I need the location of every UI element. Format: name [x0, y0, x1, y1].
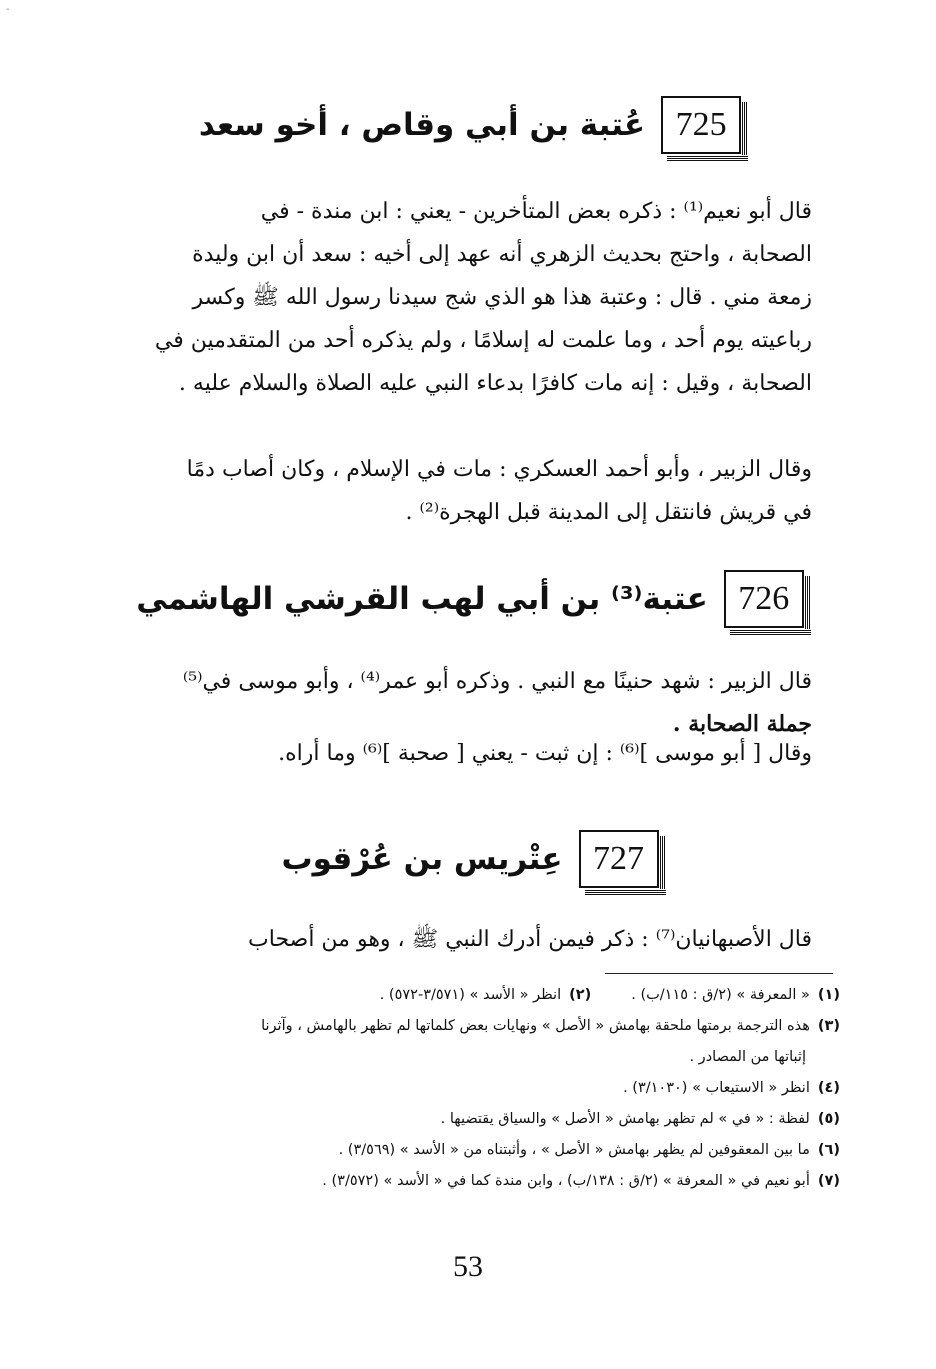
scan-corner-mark: - — [6, 4, 10, 15]
paragraph-725-2 — [98, 448, 840, 534]
footnote-mark: (٢) — [569, 987, 592, 1003]
footnote-text: انظر « الأسد » (٣/٥٧١-٥٧٢) . — [379, 987, 562, 1003]
footnote-mark: (٦) — [817, 1142, 840, 1158]
footnote-text: « المعرفة » (٢/ق : ١١٥/ب) . — [631, 987, 810, 1003]
paragraph-726-2 — [98, 732, 840, 775]
entry-number-box — [661, 96, 741, 154]
paragraph-727-1 — [98, 918, 840, 961]
text-line: جملة الصحابة . — [672, 711, 812, 737]
footnote-mark: (١) — [817, 987, 840, 1003]
entry-number: 726 — [738, 580, 790, 617]
entry-title: عتبة⁽³⁾ بن أبي لهب القرشي الهاشمي — [136, 581, 708, 617]
entry-number: 725 — [675, 106, 727, 143]
entry-number: 727 — [593, 840, 645, 877]
footnote-text: أبو نعيم في « المعرفة » (٢/ق : ١٣٨/ب) ، وابن مندة كما في « الأسد » (٣/٥٧٢) . — [322, 1173, 810, 1189]
footnotes — [98, 980, 840, 1197]
text-line: قال الأصبهانيان⁽⁷⁾ : ذكر فيمن أدرك النبي ﷺ ، وهو من أصحاب — [248, 927, 812, 952]
entry-heading-727 — [100, 830, 840, 888]
text-line: وقال الزبير ، وأبو أحمد العسكري : مات في الإسلام ، وكان أصاب دمًا — [186, 457, 812, 482]
footnote-5 — [98, 1104, 840, 1135]
text-line: في قريش فانتقل إلى المدينة قبل الهجرة⁽²⁾ . — [405, 500, 812, 525]
footnote-row — [98, 980, 840, 1011]
footnote-2 — [380, 980, 592, 1011]
footnote-text: انظر « الاستيعاب » (٣/١٠٣٠) . — [623, 1080, 810, 1096]
footnote-7 — [98, 1166, 840, 1197]
entry-heading-725 — [100, 96, 840, 154]
footnote-text: لفظة : « في » لم تظهر بهامش « الأصل » والسياق يقتضيها . — [440, 1111, 810, 1127]
page-number: 53 — [453, 1250, 483, 1283]
text-line: الصحابة ، وقيل : إنه مات كافرًا بدعاء النبي عليه الصلاة والسلام عليه . — [178, 371, 812, 396]
footnote-text: ما بين المعقوفين لم يظهر بهامش « الأصل » ، وأثبتناه من « الأسد » (٣/٥٦٩) . — [338, 1142, 810, 1158]
footnote-3 — [98, 1011, 840, 1042]
paragraph-725-1 — [98, 190, 840, 405]
entry-title: عُتبة بن أبي وقاص ، أخو سعد — [198, 107, 646, 143]
footnote-mark: (٣) — [817, 1018, 840, 1034]
footnote-text: هذه الترجمة برمتها ملحقة بهامش « الأصل » ونهايات بعض كلماتها لم تظهر بالهامش ، وآثرنا — [261, 1018, 810, 1034]
entry-number-box — [724, 570, 804, 628]
footnote-6 — [98, 1135, 840, 1166]
text-line: زمعة مني . قال : وعتبة هذا هو الذي شج سيدنا رسول الله ﷺ وكسر — [192, 285, 812, 310]
footnote-mark: (٤) — [817, 1080, 840, 1096]
entry-number-box — [579, 830, 659, 888]
text-line: وقال [ أبو موسى ]⁽⁶⁾ : إن ثبت - يعني [ صحبة ]⁽⁶⁾ وما أراه. — [278, 741, 812, 766]
footnote-1 — [631, 980, 840, 1011]
text-line: رباعيته يوم أحد ، وما علمت له إسلامًا ، ولم يذكره أحد من المتقدمين في — [154, 328, 812, 353]
footnote-separator — [605, 973, 833, 974]
footnote-4 — [98, 1073, 840, 1104]
text-line: قال أبو نعيم⁽¹⁾ : ذكره بعض المتأخرين - يعني : ابن مندة - في — [260, 199, 812, 224]
footnote-3-continued: إثباتها من المصادر . — [689, 1049, 806, 1065]
text-line: قال الزبير : شهد حنينًا مع النبي . وذكره أبو عمر⁽⁴⁾ ، وأبو موسى في⁽⁵⁾ — [182, 669, 812, 694]
footnote-mark: (٧) — [817, 1173, 840, 1189]
entry-title: عِتْريس بن عُرْقوب — [281, 841, 563, 877]
text-line: الصحابة ، واحتج بحديث الزهري أنه عهد إلى أخيه : سعد أن ابن وليدة — [192, 242, 812, 267]
footnote-mark: (٥) — [817, 1111, 840, 1127]
entry-heading-726 — [100, 570, 840, 628]
